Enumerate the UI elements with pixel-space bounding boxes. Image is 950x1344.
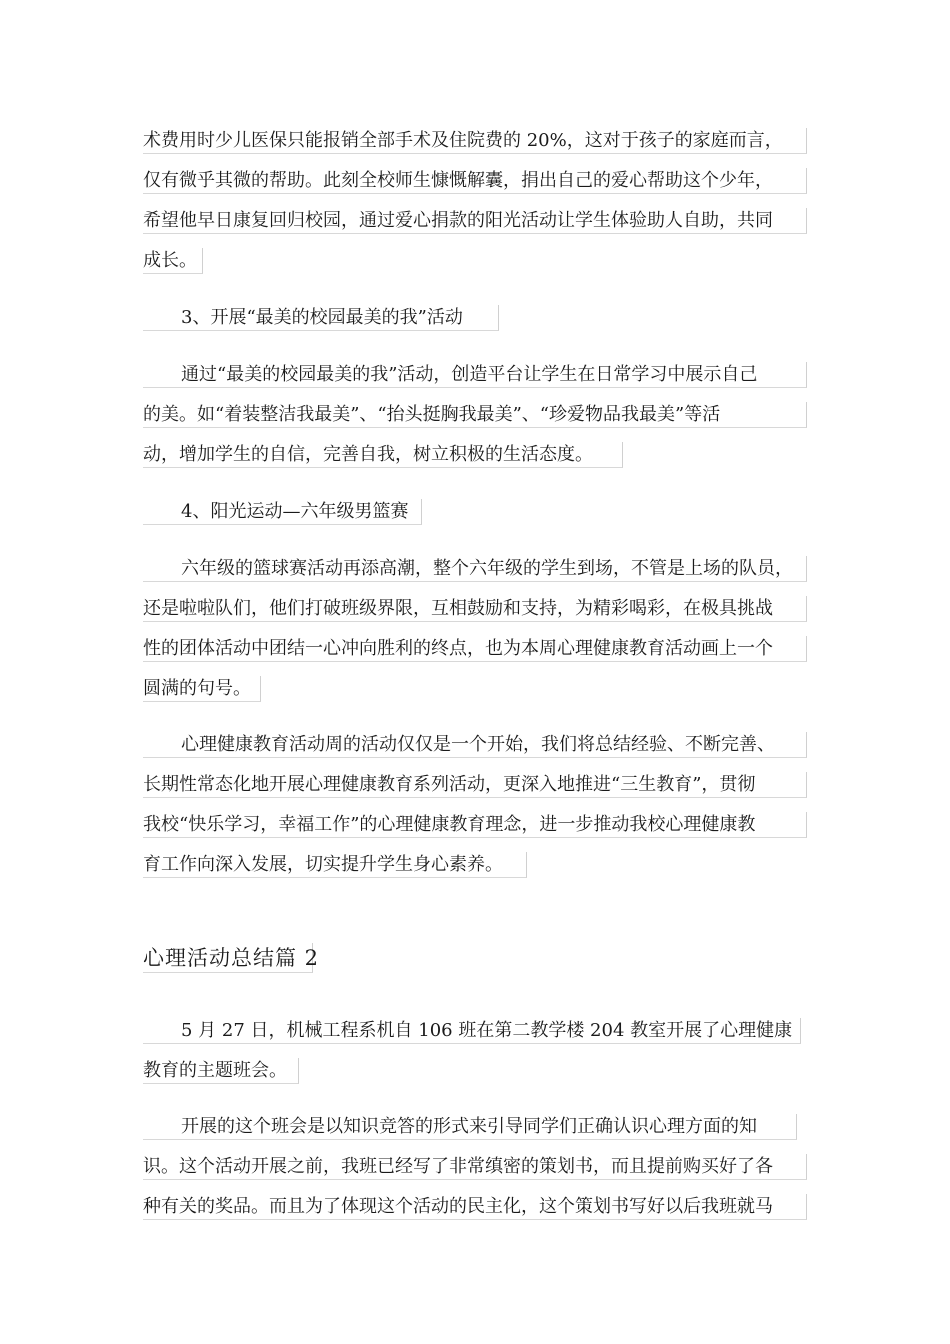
paragraph-line: 5 月 27 日，机械工程系机自 106 班在第二教学楼 204 教室开展了心理健康 [143, 1018, 801, 1044]
paragraph-line: 开展的这个班会是以知识竞答的形式来引导同学们正确认识心理方面的知 [143, 1114, 797, 1140]
section-title: 心理活动总结篇 2 [143, 943, 313, 973]
paragraph-line: 性的团体活动中团结一心冲向胜利的终点，也为本周心理健康教育活动画上一个 [143, 636, 807, 662]
paragraph-line: 教育的主题班会。 [143, 1058, 299, 1084]
paragraph-line: 仅有微乎其微的帮助。此刻全校师生慷慨解囊，捐出自己的爱心帮助这个少年， [143, 168, 807, 194]
paragraph-line: 通过“最美的校园最美的我”活动，创造平台让学生在日常学习中展示自己 [143, 362, 807, 388]
paragraph-line: 还是啦啦队们，他们打破班级界限，互相鼓励和支持，为精彩喝彩，在极具挑战 [143, 596, 807, 622]
paragraph-line: 种有关的奖品。而且为了体现这个活动的民主化，这个策划书写好以后我班就马 [143, 1194, 807, 1220]
paragraph-line: 圆满的句号。 [143, 676, 261, 702]
paragraph-line: 的美。如“着装整洁我最美”、“抬头挺胸我最美”、“珍爱物品我最美”等活 [143, 402, 807, 428]
paragraph-line: 六年级的篮球赛活动再添高潮，整个六年级的学生到场，不管是上场的队员， [143, 556, 807, 582]
paragraph-line: 心理健康教育活动周的活动仅仅是一个开始，我们将总结经验、不断完善、 [143, 732, 807, 758]
paragraph-line: 术费用时少儿医保只能报销全部手术及住院费的 20%，这对于孩子的家庭而言， [143, 128, 807, 154]
paragraph-line: 动，增加学生的自信，完善自我，树立积极的生活态度。 [143, 442, 623, 468]
paragraph-line: 识。这个活动开展之前，我班已经写了非常缜密的策划书，而且提前购买好了各 [143, 1154, 807, 1180]
item-4-title: 4、阳光运动—六年级男篮赛 [143, 499, 422, 525]
item-3-title: 3、开展“最美的校园最美的我”活动 [143, 305, 499, 331]
paragraph-line: 希望他早日康复回归校园，通过爱心捐款的阳光活动让学生体验助人自助，共同 [143, 208, 807, 234]
paragraph-line: 育工作向深入发展，切实提升学生身心素养。 [143, 852, 527, 878]
paragraph-line: 长期性常态化地开展心理健康教育系列活动，更深入地推进“三生教育”，贯彻 [143, 772, 807, 798]
paragraph-line: 成长。 [143, 248, 203, 274]
paragraph-line: 我校“快乐学习，幸福工作”的心理健康教育理念，进一步推动我校心理健康教 [143, 812, 807, 838]
